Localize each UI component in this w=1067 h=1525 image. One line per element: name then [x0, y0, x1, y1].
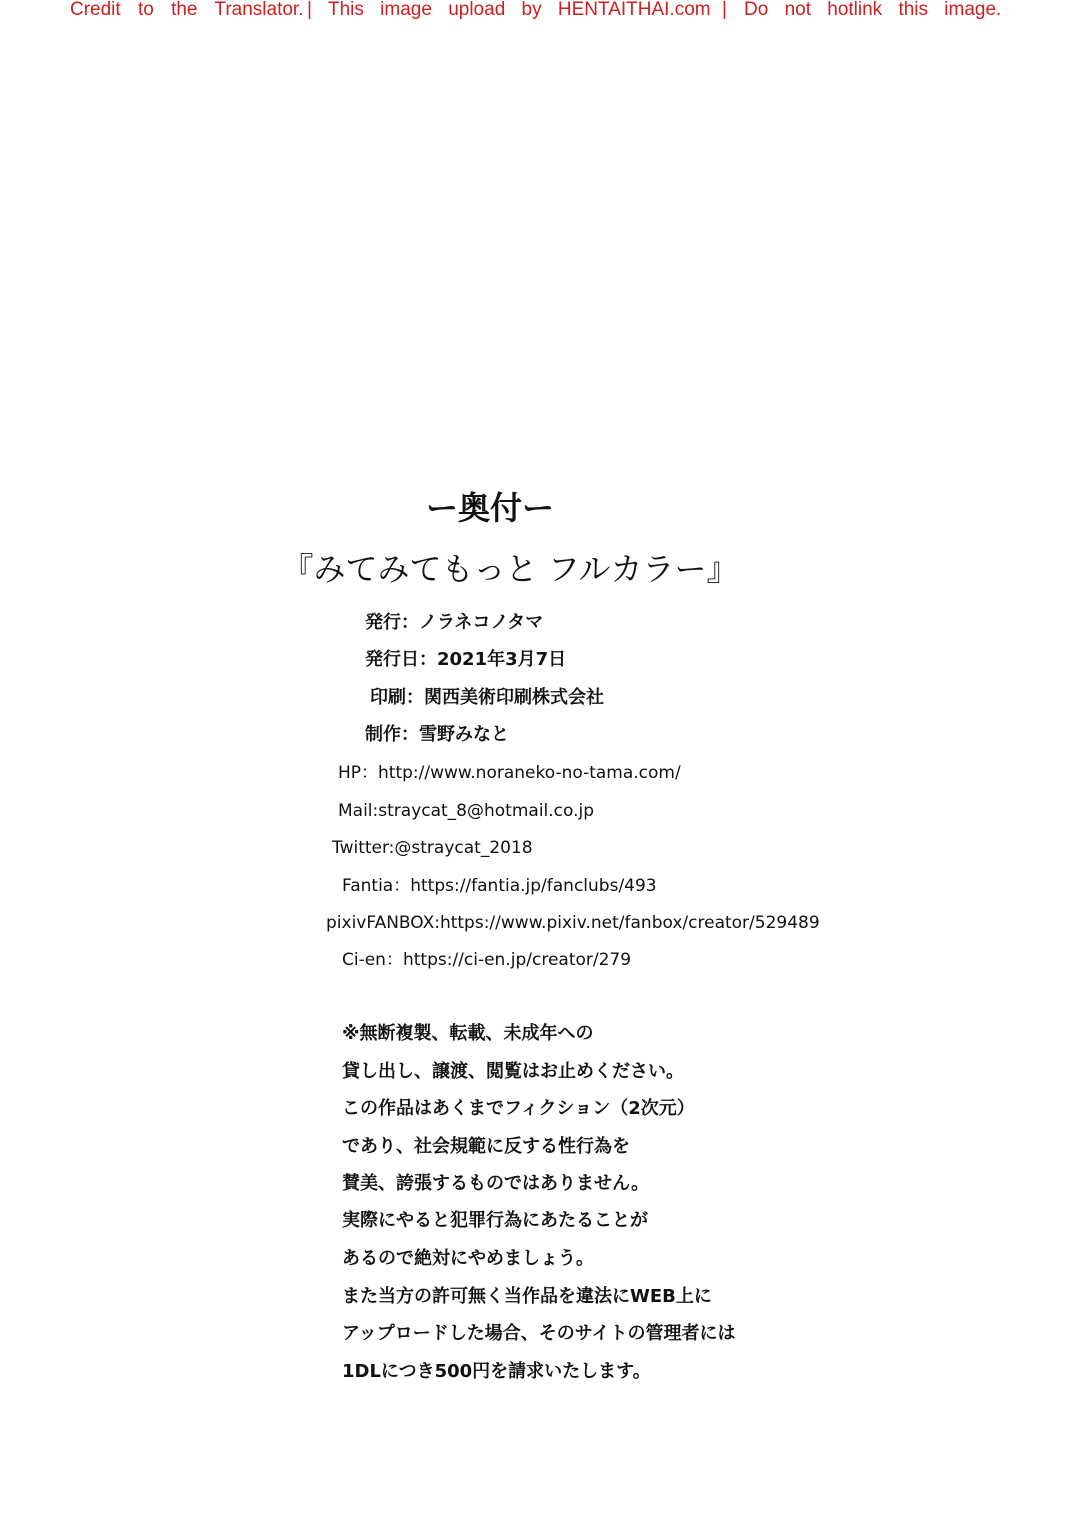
- printing-line: 印刷：関西美術印刷株式会社: [370, 687, 604, 708]
- fantia-link[interactable]: Fantia：https://fantia.jp/fanclubs/493: [342, 876, 657, 896]
- cien-link[interactable]: Ci-en：https://ci-en.jp/creator/279: [342, 950, 632, 970]
- publish-date-line: 発行日：2021年3月7日: [365, 649, 567, 670]
- banner-separator: |: [307, 0, 312, 20]
- notice-line: 1DLにつき500円を請求いたします。: [342, 1361, 651, 1382]
- banner-upload-text: This image upload by HENTAITHAI.com: [328, 0, 711, 20]
- notice-line: 実際にやると犯罪行為にあたることが: [342, 1210, 648, 1231]
- notice-line: であり、社会規範に反する性行為を: [342, 1136, 630, 1157]
- notice-line: 貸し出し、譲渡、閲覧はお止めください。: [342, 1061, 684, 1082]
- notice-line: アップロードした場合、そのサイトの管理者には: [342, 1323, 736, 1344]
- production-line: 制作：雪野みなと: [365, 724, 509, 745]
- watermark-banner: [0, 0, 1067, 24]
- notice-line: あるので絶対にやめましょう。: [342, 1248, 594, 1269]
- publisher-line: 発行：ノラネコノタマ: [365, 612, 544, 633]
- banner-hotlink-text: Do not hotlink this image.: [744, 0, 1002, 20]
- colophon-heading: ー奥付ー: [425, 489, 554, 527]
- fanbox-link[interactable]: pixivFANBOX:https://www.pixiv.net/fanbox/creator/529489: [326, 913, 820, 933]
- notice-line: ※無断複製、転載、未成年への: [342, 1023, 594, 1044]
- banner-separator: |: [722, 0, 727, 20]
- banner-credit-text: Credit to the Translator.: [70, 0, 304, 20]
- notice-line: また当方の許可無く当作品を違法にWEB上に: [342, 1286, 712, 1307]
- mail-address[interactable]: Mail:straycat_8@hotmail.co.jp: [338, 801, 595, 821]
- book-title: 『みてみてもっと フルカラー』: [281, 550, 739, 588]
- notice-line: この作品はあくまでフィクション（2次元）: [342, 1098, 695, 1119]
- twitter-handle[interactable]: Twitter:@straycat_2018: [332, 838, 533, 858]
- homepage-link[interactable]: HP：http://www.noraneko-no-tama.com/: [338, 763, 681, 783]
- notice-line: 賛美、誇張するものではありません。: [342, 1173, 650, 1194]
